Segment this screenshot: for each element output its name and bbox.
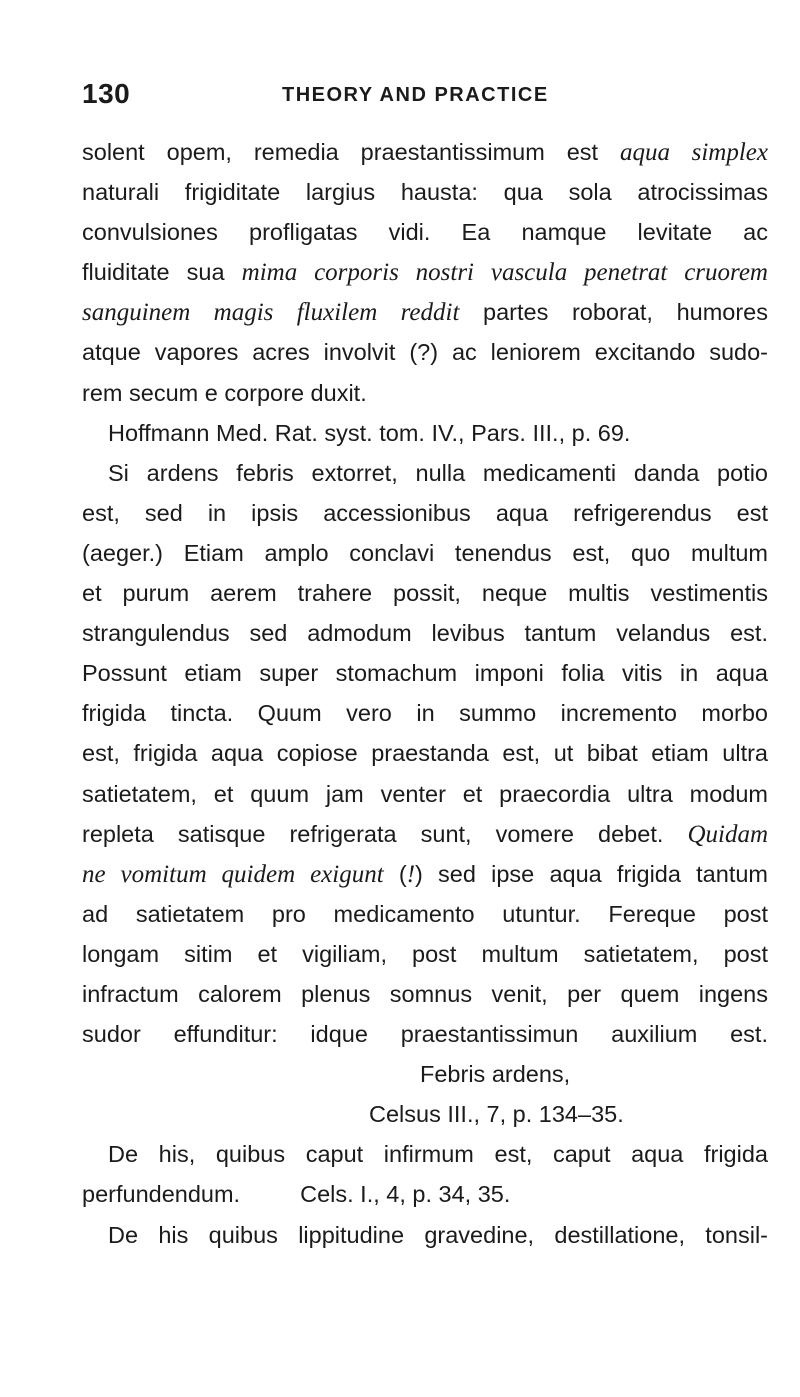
- italic-phrase: aqua simplex: [620, 139, 768, 166]
- page-number: 130: [82, 78, 131, 109]
- text-line: Possunt etiam super stomachum imponi folia vitis in aqua: [82, 660, 768, 687]
- running-head: THEORY AND PRACTICE: [282, 84, 549, 106]
- text-line: De his, quibus caput infirmum est, caput aqua frigida: [108, 1141, 768, 1168]
- text-line: est, sed in ipsis accessionibus aqua refrigerendus est: [82, 499, 768, 526]
- citation: Hoffmann Med. Rat. syst. tom. IV., Pars. III., p. 69.: [108, 419, 631, 446]
- text-line: De his quibus lippitudine gravedine, destillatione, tonsil-: [108, 1221, 768, 1248]
- body-text: [82, 132, 768, 1255]
- text-line: repleta satisque refrigerata sunt, vomere debet. Quidam: [82, 820, 768, 848]
- citation: Febris ardens,: [420, 1061, 571, 1088]
- text-line: strangulendus sed admodum levibus tantum velandus est.: [82, 620, 768, 647]
- italic-phrase: Quidam: [687, 820, 768, 848]
- italic-phrase: sanguinem magis fluxilem reddit: [82, 299, 460, 327]
- text-line: longam sitim et vigiliam, post multum satietatem, post: [82, 940, 768, 967]
- text-line: sanguinem magis fluxilem reddit partes roborat, humores: [82, 299, 768, 327]
- text-line: perfundendum. Cels. I., 4, p. 34, 35.: [82, 1174, 768, 1214]
- text-line: (aeger.) Etiam amplo conclavi tenendus est, quo multum: [82, 539, 768, 566]
- text-line: infractum calorem plenus somnus venit, per quem ingens: [82, 980, 768, 1007]
- page-header: [82, 78, 762, 118]
- text-line: rem secum e corpore duxit.: [82, 379, 367, 406]
- text-line: ne vomitum quidem exigunt (!) sed ipse aqua frigida tantum: [82, 860, 768, 888]
- text-line: convulsiones profligatas vidi. Ea namque levitate ac: [82, 219, 768, 246]
- text-line: Si ardens febris extorret, nulla medicamenti danda potio: [108, 459, 768, 486]
- italic-phrase: mima corporis nostri vascula penetrat cruorem: [241, 259, 768, 287]
- text-line: et purum aerem trahere possit, neque multis vestimentis: [82, 580, 768, 607]
- italic-phrase: ne vomitum quidem exigunt: [82, 860, 384, 888]
- text-line: est, frigida aqua copiose praestanda est, ut bibat etiam ultra: [82, 740, 768, 767]
- text-line: satietatem, et quum jam venter et praecordia ultra modum: [82, 780, 768, 807]
- text-line: naturali frigiditate largius hausta: qua sola atrocissimas: [82, 179, 768, 206]
- text-line: ad satietatem pro medicamento utuntur. Fereque post: [82, 900, 768, 927]
- text-line: sudor effunditur: idque praestantissimun auxilium est.: [82, 1021, 768, 1048]
- citation: Celsus III., 7, p. 134–35.: [369, 1101, 624, 1128]
- text-line: frigida tincta. Quum vero in summo incremento morbo: [82, 700, 768, 727]
- text-line: solent opem, remedia praestantissimum est aqua simplex: [82, 139, 768, 166]
- text-line: fluiditate sua mima corporis nostri vascula penetrat cruorem: [82, 259, 768, 287]
- text-line: atque vapores acres involvit (?) ac leniorem excitando sudo-: [82, 339, 768, 366]
- citation: Cels. I., 4, p. 34, 35.: [300, 1181, 511, 1208]
